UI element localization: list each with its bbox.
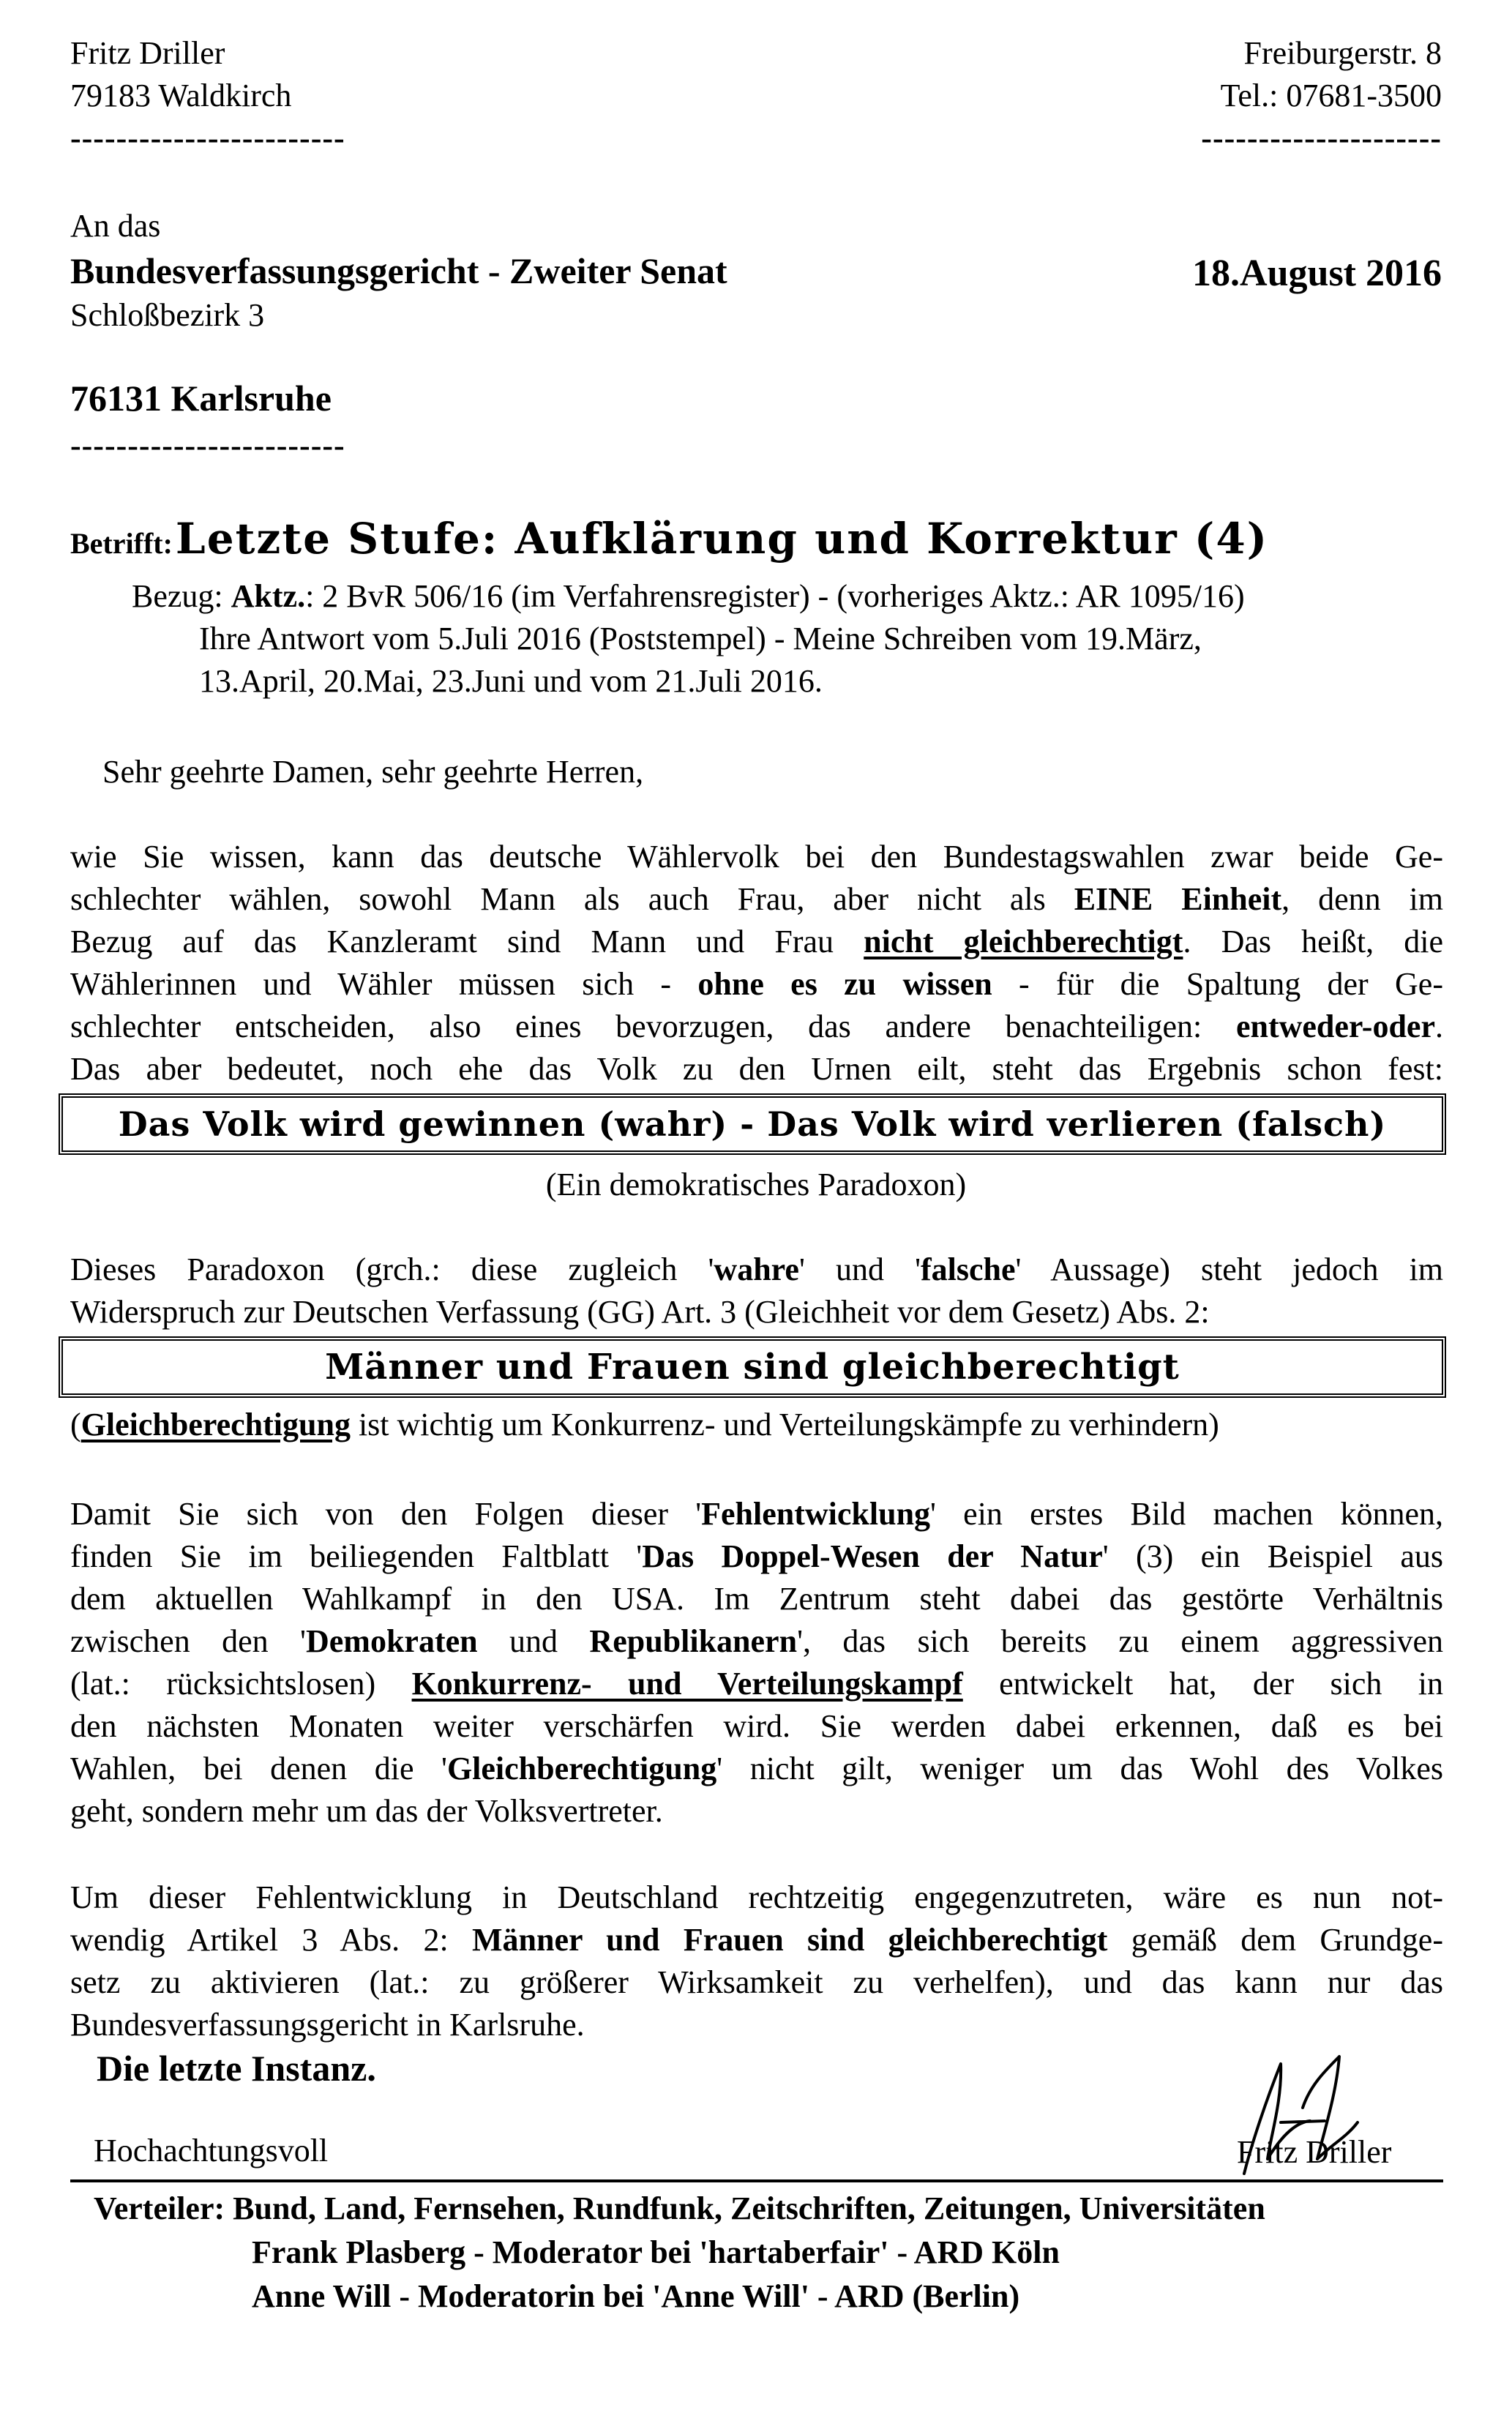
reference-label: Bezug: xyxy=(132,578,223,614)
p4-line3: setz zu aktivieren (lat.: zu größerer Wirksamkeit zu verhelfen), und das kann nur das xyxy=(70,1964,1443,2000)
p4-line2: wendig Artikel 3 Abs. 2: Männer und Frauen sind gleichberechtigt gemäß dem Grundge- xyxy=(70,1922,1443,1958)
p1-emph-nicht-gleichberechtigt: nicht gleichberechtigt xyxy=(864,924,1183,959)
equality-caption-emph: Gleichberechtigung xyxy=(81,1407,351,1442)
p1-line3: Bezug auf das Kanzleramt sind Mann und Frau nicht gleichberechtigt. Das heißt, die xyxy=(70,924,1443,959)
equality-box xyxy=(59,1336,1446,1398)
p1-line1: wie Sie wissen, kann das deutsche Wählervolk bei den Bundestagswahlen zwar beide Ge- xyxy=(70,839,1443,875)
p1-emph-entweder-oder: entweder-oder xyxy=(1235,1008,1435,1044)
p3-line8: geht, sondern mehr um das der Volksvertreter. xyxy=(70,1793,663,1829)
p4-emph-article: Männer und Frauen sind gleichberechtigt xyxy=(472,1922,1108,1958)
p4-line1: Um dieser Fehlentwicklung in Deutschland rechtzeitig engegenzutreten, wäre es nun not- xyxy=(70,1879,1443,1915)
recipient-rule: ------------------------ xyxy=(70,427,345,463)
p2-line1: Dieses Paradoxon (grch.: diese zugleich 'wahre' und 'falsche' Aussage) steht jedoch im xyxy=(70,1251,1443,1287)
sender-name: Fritz Driller xyxy=(70,35,225,71)
recipient-line1: An das xyxy=(70,208,161,244)
sender-city: 79183 Waldkirch xyxy=(70,78,292,113)
p3-emph-republikanern: Republikanern xyxy=(589,1623,798,1659)
regards: Hochachtungsvoll xyxy=(94,2133,329,2168)
equality-caption: (Gleichberechtigung ist wichtig um Konkurrenz- und Verteilungskämpfe zu verhindern) xyxy=(70,1407,1219,1442)
distribution-line3: Anne Will - Moderatorin bei 'Anne Will' - ARD (Berlin) xyxy=(252,2278,1020,2314)
p1-line6: Das aber bedeutet, noch ehe das Volk zu den Urnen eilt, steht das Ergebnis schon fest: xyxy=(70,1051,1443,1087)
p2-emph-falsche: falsche xyxy=(921,1251,1016,1287)
p3-line6: den nächsten Monaten weiter verschärfen wird. Sie werden dabei erkennen, daß es bei xyxy=(70,1708,1443,1744)
p3-line7: Wahlen, bei denen die 'Gleichberechtigung' nicht gilt, weniger um das Wohl des Volkes xyxy=(70,1751,1443,1786)
sender-street: Freiburgerstr. 8 xyxy=(1243,35,1442,71)
distribution-list: Bund, Land, Fernsehen, Rundfunk, Zeitschriften, Zeitungen, Universitäten xyxy=(225,2190,1265,2226)
subject-title: Letzte Stufe: Aufklärung und Korrektur (4) xyxy=(175,514,1269,564)
p1-line4: Wählerinnen und Wähler müssen sich - ohne es zu wissen - für die Spaltung der Ge- xyxy=(70,966,1443,1002)
p2-emph-wahre: wahre xyxy=(714,1251,799,1287)
recipient-street: Schloßbezirk 3 xyxy=(70,297,265,333)
reference-aktz-rest: : 2 BvR 506/16 (im Verfahrensregister) - (vorheriges Aktz.: AR 1095/16) xyxy=(305,578,1245,614)
p3-line2: finden Sie im beiliegenden Faltblatt 'Das Doppel-Wesen der Natur' (3) ein Beispiel aus xyxy=(70,1538,1444,1574)
signature-name: Fritz Driller xyxy=(1237,2134,1392,2170)
last-instance: Die letzte Instanz. xyxy=(97,2048,376,2089)
p4-line4: Bundesverfassungsgericht in Karlsruhe. xyxy=(70,2007,585,2043)
subject-label: Betrifft: xyxy=(70,527,173,560)
p2-line2: Widerspruch zur Deutschen Verfassung (GG) Art. 3 (Gleichheit vor dem Gesetz) Abs. 2: xyxy=(70,1294,1210,1330)
reference-line1 xyxy=(132,575,1245,618)
p3-emph-faltblatt: Das Doppel-Wesen der Natur xyxy=(642,1538,1103,1574)
p3-line3: dem aktuellen Wahlkampf in den USA. Im Zentrum steht dabei das gestörte Verhältnis xyxy=(70,1581,1443,1617)
distribution-rule xyxy=(70,2179,1443,2182)
p3-line5: (lat.: rücksichtslosen) Konkurrenz- und Verteilungskampf entwickelt hat, der sich in xyxy=(70,1666,1443,1702)
p1-emph-ohne-es-zu-wissen: ohne es zu wissen xyxy=(697,966,992,1002)
paradox-caption: (Ein demokratisches Paradoxon) xyxy=(545,1167,967,1202)
p3-line1: Damit Sie sich von den Folgen dieser 'Fehlentwicklung' ein erstes Bild machen können, xyxy=(70,1496,1443,1532)
letter-date: 18.August 2016 xyxy=(1192,252,1442,294)
p1-line5: schlechter entscheiden, also eines bevorzugen, das andere benachteiligen: entweder-oder. xyxy=(70,1008,1443,1044)
p3-emph-fehlentwicklung: Fehlentwicklung xyxy=(701,1496,931,1532)
salutation: Sehr geehrte Damen, sehr geehrte Herren, xyxy=(102,754,644,790)
p3-emph-gleichberechtigung: Gleichberechtigung xyxy=(446,1751,717,1786)
p3-emph-demokraten: Demokraten xyxy=(305,1623,478,1659)
distribution-label: Verteiler: xyxy=(94,2190,225,2226)
equality-box-text: Männer und Frauen sind gleichberechtigt xyxy=(325,1347,1180,1388)
sender-rule-left: ------------------------ xyxy=(70,120,345,156)
p3-emph-konkurrenz: Konkurrenz- und Verteilungskampf xyxy=(411,1666,963,1702)
p3-line4: zwischen den 'Demokraten und Republikanern', das sich bereits zu einem aggressiven xyxy=(70,1623,1443,1659)
reference-aktz: Aktz. xyxy=(231,578,306,614)
reference-line3: 13.April, 20.Mai, 23.Juni und vom 21.Juli 2016. xyxy=(199,663,823,699)
recipient-court: Bundesverfassungsgericht - Zweiter Senat xyxy=(70,250,727,291)
distribution-line2: Frank Plasberg - Moderator bei 'hartaberfair' - ARD Köln xyxy=(252,2234,1060,2270)
reference-line2: Ihre Antwort vom 5.Juli 2016 (Poststempel) - Meine Schreiben vom 19.März, xyxy=(199,621,1202,656)
p1-emph-eine-einheit: EINE Einheit xyxy=(1074,881,1282,917)
sender-rule-right: --------------------- xyxy=(1201,120,1442,156)
sender-phone: Tel.: 07681-3500 xyxy=(1220,78,1442,113)
paradox-box xyxy=(59,1093,1446,1155)
p1-line2: schlechter wählen, sowohl Mann als auch Frau, aber nicht als EINE Einheit, denn im xyxy=(70,881,1443,917)
distribution-line1 xyxy=(94,2188,1265,2229)
subject-line xyxy=(70,514,1268,564)
recipient-city: 76131 Karlsruhe xyxy=(70,378,332,419)
paradox-box-text: Das Volk wird gewinnen (wahr) - Das Volk wird verlieren (falsch) xyxy=(118,1104,1387,1144)
